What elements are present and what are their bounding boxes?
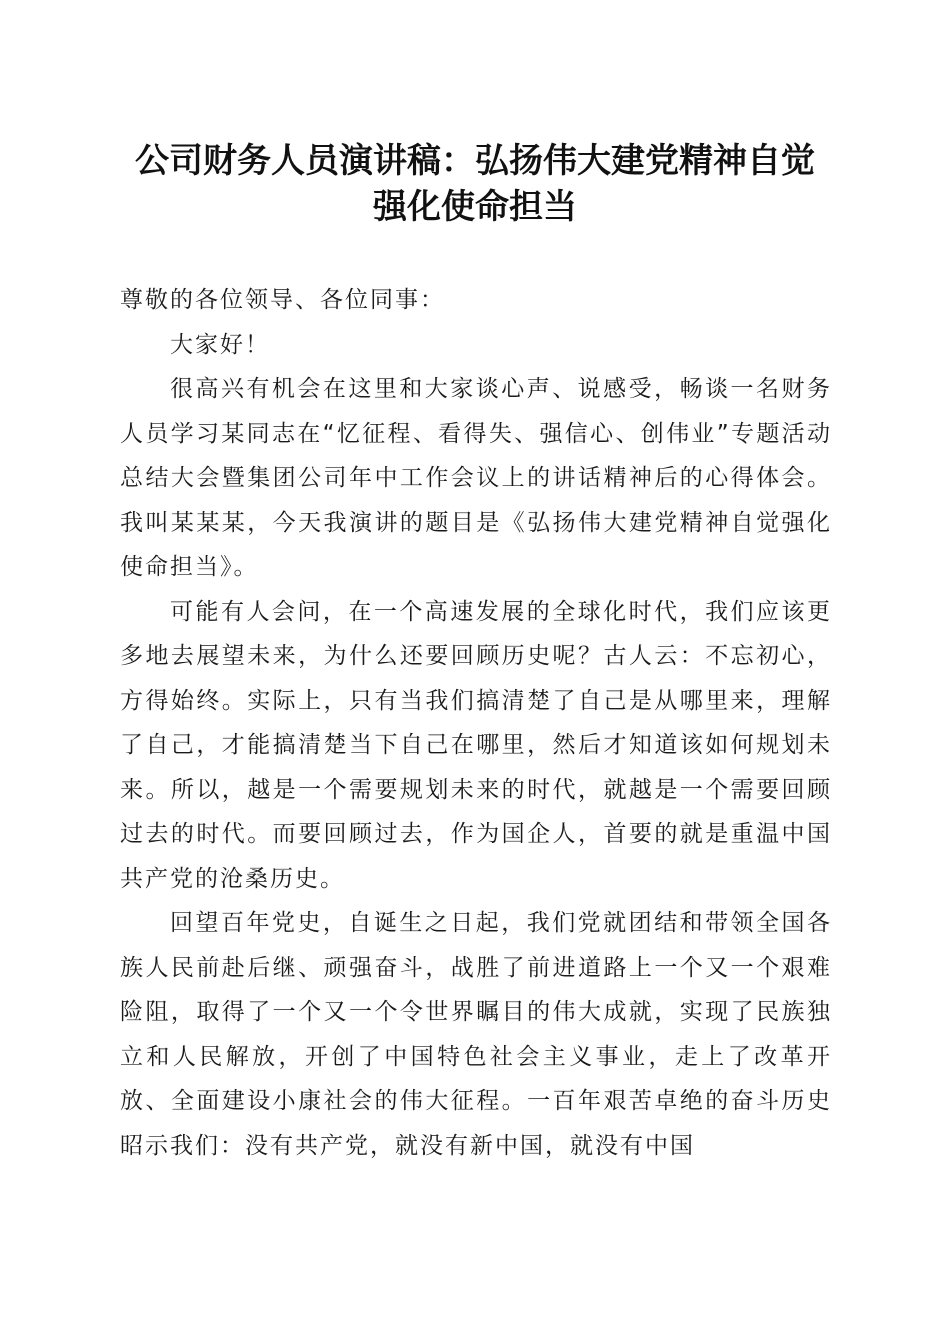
greeting: 大家好！: [170, 331, 270, 358]
paragraph-1: 很高兴有机会在这里和大家谈心声、说感受，畅谈一名财务人员学习某同志在“忆征程、看得失、强信心、创伟业”专题活动总结大会暨集团公司年中工作会议上的讲话精神后的心得体会。我叫某某某，今天我演讲的题目是《弘扬伟大建党精神自觉强化使命担当》。: [120, 376, 832, 580]
paragraph-3: 回望百年党史，自诞生之日起，我们党就团结和带领全国各族人民前赴后继、顽强奋斗，战胜了前进道路上一个又一个艰难险阻，取得了一个又一个令世界瞩目的伟大成就，实现了民族独立和人民解放，开创了中国特色社会主义事业，走上了改革开放、全面建设小康社会的伟大征程。一百年艰苦卓绝的奋斗历史昭示我们：没有共产党，就没有新中国，就没有中国: [120, 910, 832, 1159]
document-title: [100, 138, 850, 230]
title-line-1: 公司财务人员演讲稿：弘扬伟大建党精神自觉: [135, 141, 815, 181]
document-body: [120, 278, 832, 1168]
title-line-2: 强化使命担当: [373, 187, 577, 227]
salutation: 尊敬的各位领导、各位同事：: [120, 287, 445, 313]
paragraph-2: 可能有人会问，在一个高速发展的全球化时代，我们应该更多地去展望未来，为什么还要回顾历史呢？古人云：不忘初心，方得始终。实际上，只有当我们搞清楚了自己是从哪里来，理解了自己，才能搞清楚当下自己在哪里，然后才知道该如何规划未来。所以，越是一个需要规划未来的时代，就越是一个需要回顾过去的时代。而要回顾过去，作为国企人，首要的就是重温中国共产党的沧桑历史。: [120, 598, 832, 892]
